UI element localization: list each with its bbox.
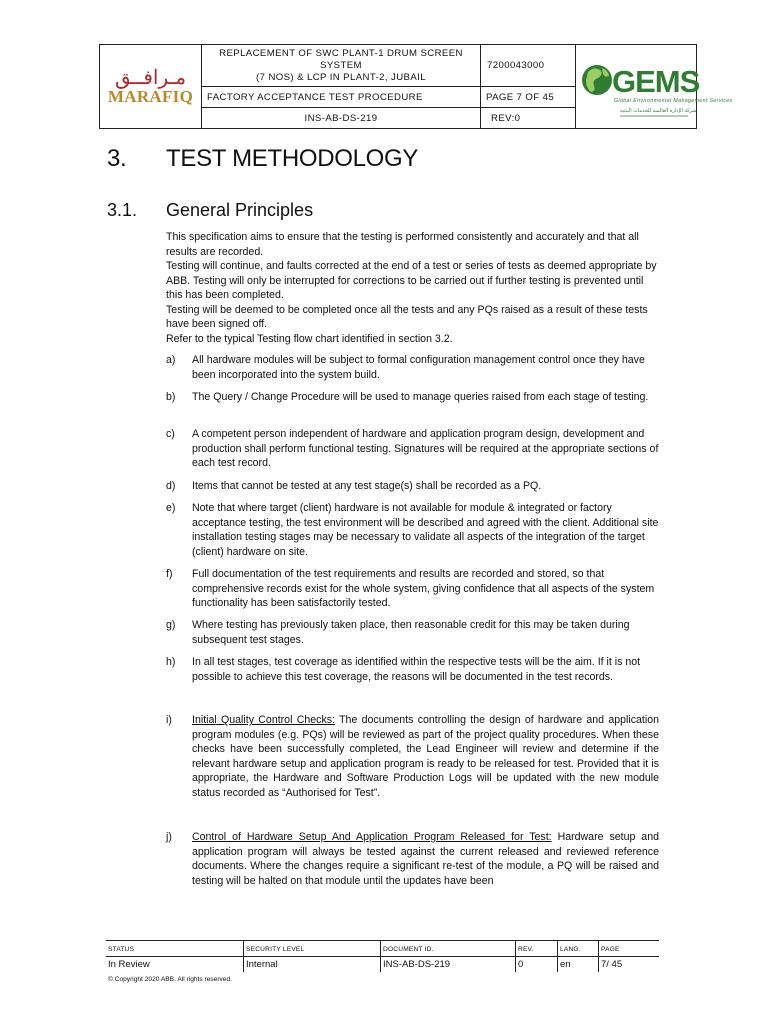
project-title-line: SYSTEM	[320, 59, 362, 71]
revision: REV:0	[481, 108, 576, 129]
list-item-text: Full documentation of the test requirements and results are recorded and stored, so that comprehensive records exist for the whole system, giving confidence that all aspects of the system functionality has been satisfactorily tested.	[192, 568, 655, 609]
document-footer	[106, 940, 659, 972]
list-item-label: d)	[166, 480, 176, 492]
list-item-text	[192, 830, 659, 888]
footer-key: PAGE	[601, 946, 620, 953]
footer-status	[106, 941, 244, 972]
intro-paragraph: Testing will continue, and faults corrected at the end of a test or series of tests as deemed appropriate by ABB. Testing will only be interrupted for corrections to be carried out if further testing is prevented until this has been completed.	[166, 260, 657, 301]
footer-value: 0	[518, 959, 524, 970]
list-item-text: In all test stages, test coverage as identified within the respective tests will be the aim. If it is not possible to achieve this test coverage, the reasons will be documented in the test records.	[192, 656, 641, 683]
footer-lang	[558, 941, 599, 972]
gems-logo-image	[580, 50, 733, 124]
list-item-body: The documents controlling the design of hardware and application program modules (e.g. PQs) will be reviewed as part of the project quality procedures. When these checks have been successfully completed, the Lead Engineer will review and determine if the relevant hardware setup and application program is ready to be released for test. Provided that it is appropriate, the Hardware and Software Production Logs will be updated with the new module status recorded as “Authorised for Test”.	[192, 714, 659, 799]
footer-security	[244, 941, 381, 972]
footer-key: STATUS	[108, 946, 135, 953]
list-item-text: The Query / Change Procedure will be used to manage queries raised from each stage of testing.	[192, 391, 649, 403]
marafiq-logo	[100, 45, 202, 129]
footer-page	[599, 941, 659, 972]
intro-paragraph: Refer to the typical Testing flow chart identified in section 3.2.	[166, 332, 453, 345]
list-item-text: Items that cannot be tested at any test stage(s) shall be recorded as a PQ.	[192, 480, 542, 492]
section-title: TEST METHODOLOGY	[166, 145, 419, 172]
footer-value: INS-AB-DS-219	[383, 959, 451, 970]
footer-value: Internal	[246, 959, 278, 970]
list-item-text: All hardware modules will be subject to formal configuration management control once they have been incorporated into the system build.	[192, 354, 645, 381]
footer-key: REV.	[518, 946, 534, 953]
page-indicator: PAGE 7 OF 45	[481, 87, 576, 108]
footer-key: LANG.	[560, 946, 581, 953]
list-item-text: A competent person independent of hardware and application program design, development and production shall perform functional testing. Signatures will be required at the appropriate sections of each test record.	[192, 428, 659, 469]
list-item-label: a)	[166, 354, 176, 366]
document-header	[99, 44, 733, 129]
document-id: INS-AB-DS-219	[202, 108, 481, 129]
list-item-label: j)	[166, 831, 172, 843]
list-item-label: i)	[166, 714, 172, 726]
list-item-label: f)	[166, 568, 173, 580]
footer-key: SECURITY LEVEL	[246, 946, 305, 953]
list-item-text: Where testing has previously taken place, then reasonable credit for this may be taken during subsequent test stages.	[192, 619, 630, 646]
project-title-line: REPLACEMENT OF SWC PLANT-1 DRUM SCREEN	[219, 47, 463, 59]
list-item-label: g)	[166, 619, 176, 631]
list-item-label: b)	[166, 391, 176, 403]
intro-paragraph: Testing will be deemed to be completed once all the tests and any PQs raised as a result of these tests have been signed off.	[166, 303, 648, 330]
project-title-line: (7 NOS) & LCP IN PLANT-2, JUBAIL	[256, 71, 426, 83]
gems-logo-wordmark: GEMS	[612, 63, 700, 99]
footer-document-id	[381, 941, 516, 972]
list-item-heading: Control of Hardware Setup And Application Program Released for Test:	[192, 831, 552, 843]
gems-logo-arabic: شركة الإدارة العالمية للخدمات البيئية	[620, 107, 697, 114]
subsection-title: General Principles	[166, 200, 314, 220]
intro-paragraph: This specification aims to ensure that the testing is performed consistently and accurately and that all results are recorded.	[166, 231, 639, 258]
list-item-heading: Initial Quality Control Checks:	[192, 714, 335, 726]
copyright-notice: © Copyright 2020 ABB. All rights reserved.	[108, 976, 232, 983]
intro-text	[166, 230, 659, 346]
marafiq-logo-arabic: مـرافــق	[114, 64, 187, 89]
project-code: 7200043000	[481, 45, 576, 87]
section-number: 3.	[107, 145, 127, 172]
list-item-label: e)	[166, 502, 176, 514]
document-type: FACTORY ACCEPTANCE TEST PROCEDURE	[202, 87, 481, 108]
footer-value: In Review	[108, 959, 150, 970]
footer-key: DOCUMENT ID.	[383, 946, 434, 953]
footer-value: 7/ 45	[601, 959, 623, 970]
footer-rev	[516, 941, 558, 972]
subsection-number: 3.1.	[107, 200, 138, 220]
list-item-label: h)	[166, 656, 176, 668]
marafiq-logo-english: MARAFIQ	[107, 86, 194, 106]
list-item-label: c)	[166, 428, 175, 440]
gems-logo	[576, 45, 733, 129]
list-item-text	[192, 713, 659, 800]
project-title	[202, 45, 481, 87]
footer-value: en	[560, 959, 571, 970]
list-item-body: Hardware setup and application program will always be tested against the current released and reviewed reference documents. Where the changes require a significant re-test of the module, a PQ will be raised and testing will be halted on that module until the updates have been	[192, 831, 659, 887]
list-item-text: Note that where target (client) hardware is not available for module & integrated or factory acceptance testing, the test environment will be described and agreed with the client. Additional site installation testing stages may be necessary to validate all aspects of the integration of the target (client) hardware on site.	[192, 502, 659, 558]
gems-logo-tagline: Global Environmental Management Services	[614, 97, 733, 104]
